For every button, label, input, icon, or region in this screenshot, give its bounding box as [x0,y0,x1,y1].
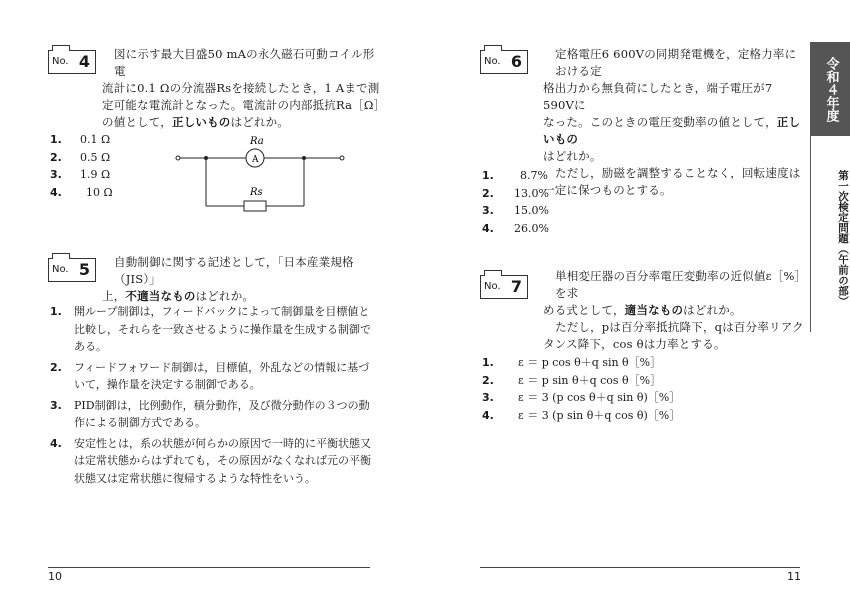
option [482,389,782,407]
ammeter-label: A [252,155,259,165]
option-text: 1.9 Ω [80,168,111,181]
question-stem [543,268,807,353]
circuit-diagram [170,132,350,224]
stem-note: ただし，励磁を調整することなく，回転速度は一定に保つものとする。 [543,166,801,197]
options-list [482,167,602,237]
side-tab-year: 令和４年度 [811,42,850,136]
stem-emphasis: 正しいもの [171,115,231,129]
shunt-resistor [244,201,266,211]
option-text: ε ＝ p sin θ＋q cos θ［%］ [518,373,662,387]
box-tab [52,253,70,259]
stem-tail: はどれか。 [230,115,289,129]
stem-emphasis: 不適当なもの [125,289,196,303]
option [50,359,372,394]
stem-line: 格出力から無負荷にしたとき，端子電圧が7 590Vに [543,81,773,112]
stem-text: める式として， [543,303,625,317]
option [50,166,160,184]
option-key: 4. [50,185,62,199]
question-number-box [48,258,96,282]
right-page [425,0,850,602]
stem-note: ただし，pは百分率抵抗降下，qは百分率リアクタンス降下，cos θは力率とする。 [543,320,804,351]
option-text: ε ＝ p cos θ＋q sin θ［%］ [518,356,662,369]
option-text: 8.7% [520,169,548,182]
option [50,303,372,356]
option [50,149,160,167]
option-text: 13.0% [514,186,549,200]
side-tab [810,42,850,332]
stem-line [543,114,807,148]
option-key: 3. [50,398,62,412]
option [50,397,372,432]
stem-line: 図に示す最大目盛50 mAの永久磁石可動コイル形電 [114,47,375,78]
stem-emphasis: 正しいもの [543,115,801,146]
option-key: 2. [50,360,62,374]
option-text: PID制御は，比例動作，積分動作，及び微分動作の３つの動作による制御方式である。 [74,398,370,429]
option [482,185,602,203]
option-text: 26.0% [514,221,549,235]
option-text: フィードフォワード制御は，目標値，外乱などの情報に基づいて，操作量を決定する制御である。 [74,360,370,391]
question-number-box [480,50,528,74]
footer-rule [480,567,800,568]
rs-label: Rs [250,187,263,198]
option-key: 3. [50,168,62,181]
option [482,372,782,390]
option-key: 4. [50,436,62,450]
option [482,167,602,185]
stem-line: 定可能な電流計となった。電流計の内部抵抗Ra［Ω］ [102,98,386,112]
option-key: 1. [50,133,62,146]
option-key: 4. [482,221,494,235]
option [482,407,782,425]
option-key: 1. [50,305,62,318]
option [482,354,782,372]
no-label: No. [52,264,69,275]
page-number: 10 [48,570,62,583]
stem-line [102,114,384,131]
option-text: 10 Ω [86,185,113,199]
terminal-right [340,156,344,160]
option [50,184,160,202]
stem-emphasis: 適当なもの [624,303,684,317]
option-key: 1. [482,169,494,182]
stem-line [543,302,807,319]
stem-tail: はどれか。 [683,303,742,317]
option-key: 1. [482,356,494,369]
options-list [50,303,372,487]
option [482,220,602,238]
ra-label: Ra [250,136,264,147]
question-number: 7 [510,277,522,296]
option [50,435,372,488]
option-text: 0.1 Ω [80,133,111,146]
question-stem [102,254,384,305]
box-tab [484,270,502,276]
terminal-left [176,156,180,160]
question-number: 5 [78,260,90,279]
stem-line: 単相変圧器の百分率電圧変動率の近似値ε［%］を求 [555,269,807,300]
option-text: 開ループ制御は，フィードバックによって制御量を目標値と比較し，それらを一致させるように操作量を生成する制御である。 [74,305,371,353]
options-list [482,354,782,424]
no-label: No. [484,56,501,67]
stem-line: 自動制御に関する記述として，「日本産業規格（JIS）」 [114,255,354,286]
stem-text: なった。このときの電圧変動率の値として， [543,115,777,129]
question-number: 6 [510,52,522,71]
option-key: 3. [482,391,494,404]
question-number: 4 [78,52,90,71]
option-key: 4. [482,408,494,422]
option-text: 15.0% [514,204,549,217]
option-text: ε ＝ 3 (p cos θ＋q sin θ)［%］ [518,391,681,404]
stem-line: はどれか。 [543,149,602,163]
no-label: No. [52,56,69,67]
option [50,131,160,149]
options-list [50,131,160,201]
stem-line: 定格電圧6 600Vの同期発電機を，定格力率における定 [555,47,797,78]
option-key: 2. [482,373,494,387]
page-number: 11 [787,570,801,583]
box-tab [484,45,502,51]
question-stem [102,46,384,131]
footer-rule [48,567,370,568]
option-text: ε ＝ 3 (p sin θ＋q cos θ)［%］ [518,408,681,422]
option-text: 安定性とは，系の状態が何らかの原因で一時的に平衡状態又は定常状態からはずれても，その原因がなくなれば元の平衡状態又は定常状態に復帰するような特性をいう。 [74,436,371,485]
option [482,202,602,220]
option-text: 0.5 Ω [80,150,111,164]
stem-text: の値として， [102,115,172,129]
side-tab-section: 第一次検定問題（午前の部） [837,169,849,307]
option-key: 2. [482,186,494,200]
option-key: 2. [50,150,62,164]
stem-line: 流計に0.1 Ωの分流器Rsを接続したとき，1 Aまで測 [102,81,380,95]
stem-tail: はどれか。 [195,289,255,303]
stem-text: 上， [102,289,126,303]
box-tab [52,45,70,51]
no-label: No. [484,281,501,292]
option-key: 3. [482,204,494,217]
question-number-box [480,275,528,299]
question-number-box [48,50,96,74]
